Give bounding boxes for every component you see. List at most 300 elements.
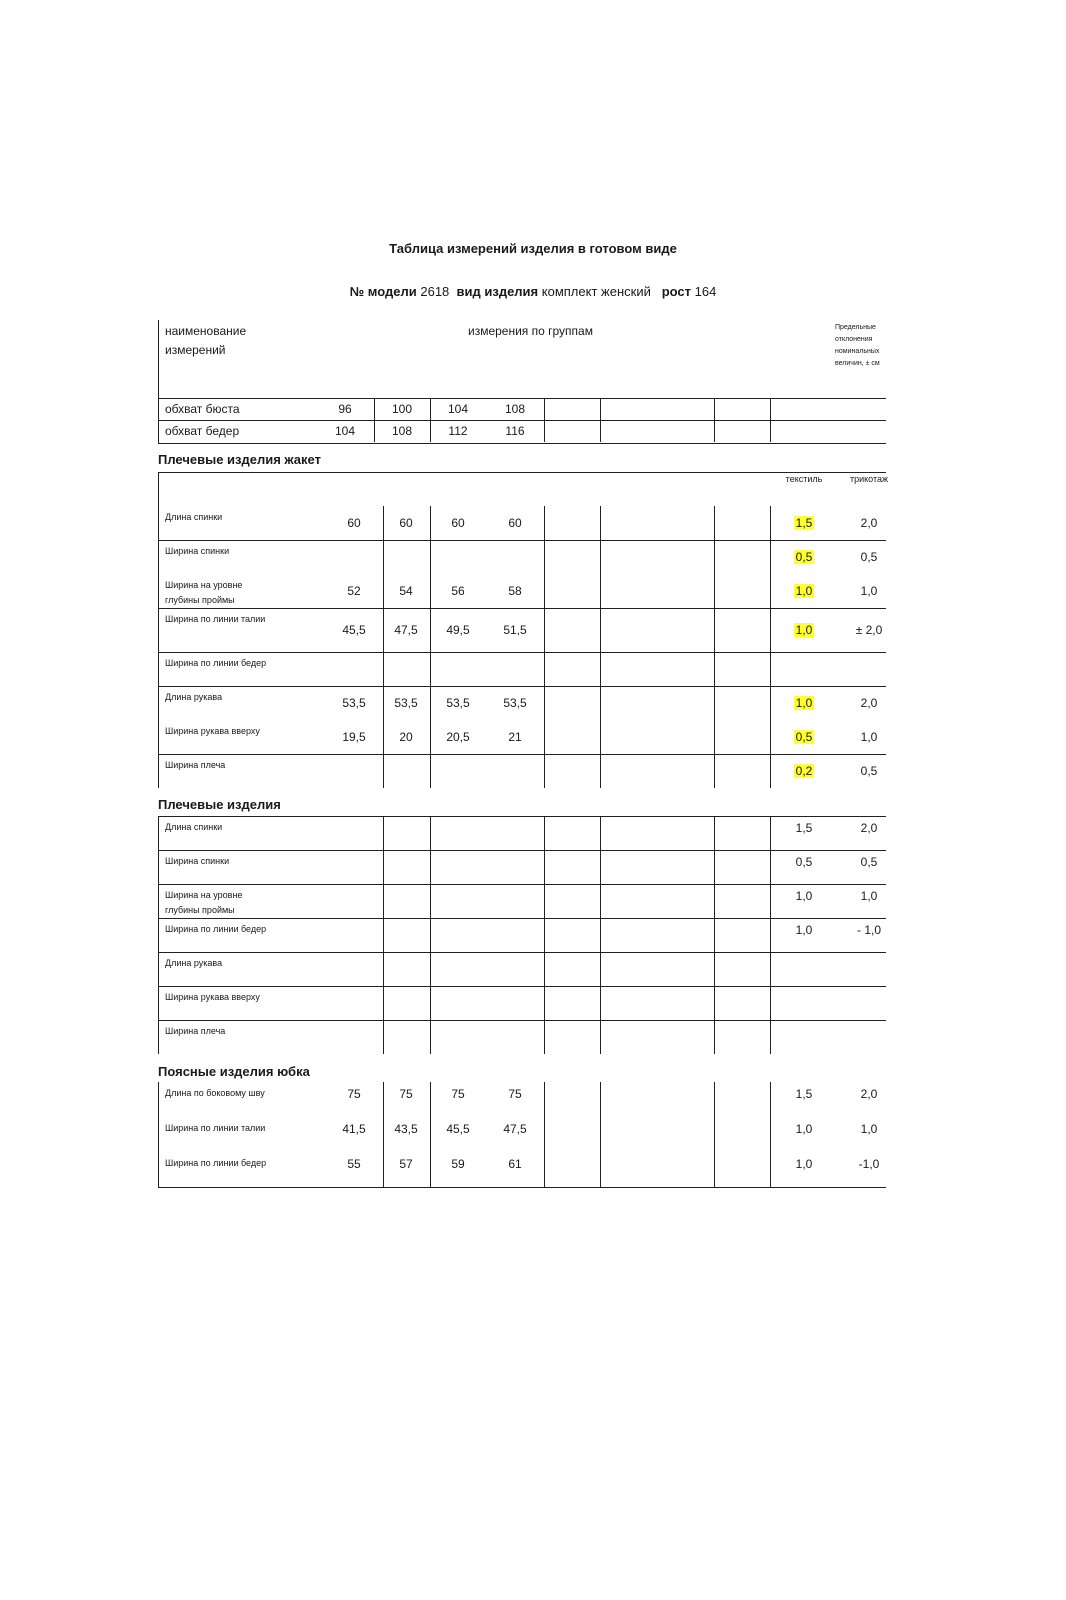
value-text: 1,0 [795,889,813,903]
grid-line [158,472,159,506]
value-text: 45,5 [446,1122,470,1136]
grid-line [770,1020,771,1054]
grid-line [770,1152,771,1187]
grid-line [430,506,431,540]
grid-line [383,884,384,918]
grid-line [158,1152,159,1187]
body-measure-label: обхват бюста [165,402,240,416]
value-text: 20,5 [446,730,470,744]
value-cell [774,986,834,1010]
grid-line [544,608,545,652]
grid-line [770,608,771,652]
value-cell [324,686,384,720]
value-cell [324,574,384,608]
value-cell [324,540,384,574]
grid-line [158,506,159,540]
body-measure-value: 112 [448,424,468,438]
skirt-row-label: Длина по боковому шву [165,1088,265,1098]
grid-line [158,754,886,755]
grid-line [158,952,886,953]
grid-line [383,574,384,608]
value-cell [428,754,488,788]
value-cell [839,506,899,540]
value-cell [839,686,899,720]
value-cell [428,574,488,608]
grid-line [770,816,771,850]
value-cell [839,540,899,574]
value-cell [485,574,545,608]
grid-line [383,720,384,754]
value-cell [428,720,488,754]
value-cell [324,1117,384,1141]
knit-header: трикотаж [849,474,889,484]
value-cell [774,816,834,840]
grid-line [544,398,545,420]
value-cell [428,686,488,720]
value-cell [428,608,488,652]
value-cell [428,652,488,686]
grid-line [383,986,384,1020]
grid-line [544,686,545,720]
value-text: 1,0 [795,623,813,637]
grid-line [158,986,159,1020]
grid-line [158,816,886,817]
value-text: 75 [451,1087,465,1101]
grid-line [383,686,384,720]
grid-line [770,918,771,952]
grid-line [158,608,159,652]
grid-line [158,1117,159,1152]
value-text: 75 [508,1087,522,1101]
jacket-table [158,472,889,788]
grid-line [714,652,715,686]
grid-line [430,986,431,1020]
grid-line [430,1152,431,1187]
grid-line [158,1020,159,1054]
grid-line [770,574,771,608]
value-text: 0,5 [860,855,878,869]
grid-line [544,506,545,540]
value-cell [774,850,834,874]
grid-line [158,540,159,574]
grid-line [544,720,545,754]
grid-line [430,540,431,574]
value-text: 21 [508,730,522,744]
grid-line [714,686,715,720]
grid-line [714,986,715,1020]
grid-line [544,884,545,918]
value-text: 61 [508,1157,522,1171]
value-text: 0,2 [795,764,813,778]
grid-line [383,754,384,788]
value-cell [324,1152,384,1176]
grid-line [430,652,431,686]
grid-line [600,574,601,608]
grid-line [383,1152,384,1187]
body-measure-value: 100 [391,402,413,416]
grid-line [158,754,159,788]
grid-line [770,420,771,442]
section-shoulder-title: Плечевые изделия [158,797,281,812]
value-text: 1,0 [860,584,878,598]
value-cell [839,574,899,608]
grid-line [158,472,886,473]
value-cell [774,506,834,540]
grid-line [600,608,601,652]
height-value: 164 [694,284,717,299]
height-label: рост [661,284,691,299]
grid-line [714,608,715,652]
shoulder-row-label: Ширина спинки [165,856,230,866]
grid-line [770,686,771,720]
grid-line [770,506,771,540]
grid-line [430,850,431,884]
grid-line [383,952,384,986]
grid-line [158,952,159,986]
value-text: 60 [399,516,413,530]
grid-line [714,952,715,986]
grid-line [544,540,545,574]
grid-line [158,720,159,754]
grid-line [600,986,601,1020]
grid-line [430,574,431,608]
value-cell [839,1020,899,1044]
grid-line [383,608,384,652]
grid-line [544,986,545,1020]
grid-line [714,918,715,952]
model-value: 2618 [420,284,450,299]
value-cell [376,1117,436,1141]
value-cell [774,608,834,652]
grid-line [544,652,545,686]
grid-line [430,918,431,952]
value-text: 2,0 [860,821,878,835]
grid-line [383,850,384,884]
grid-line [600,850,601,884]
value-text: -1,0 [858,1157,880,1171]
value-cell [324,1082,384,1106]
body-measure-value: 108 [504,402,526,416]
grid-line [600,420,601,442]
value-text: 52 [347,584,361,598]
value-text: 60 [508,516,522,530]
value-text: 49,5 [446,623,470,637]
shoulder-row-label: Длина рукава [165,958,223,968]
grid-line [600,816,601,850]
header-tolerance-col: Предельные отклонения номинальных величин, ± см [835,324,880,367]
grid-line [544,1152,545,1187]
value-cell [774,884,834,908]
value-cell [428,540,488,574]
value-cell [376,754,436,788]
grid-line [158,652,886,653]
value-cell [774,686,834,720]
grid-line [158,652,159,686]
grid-line [158,1187,886,1188]
grid-line [430,816,431,850]
jacket-row-label: Ширина на уровне глубины проймы [165,580,243,605]
grid-line [544,1082,545,1117]
grid-line [770,850,771,884]
value-cell [774,918,834,942]
grid-line [714,720,715,754]
value-cell [839,720,899,754]
grid-line [430,754,431,788]
grid-line [158,918,159,952]
grid-line [383,1020,384,1054]
value-text: 53,5 [446,696,470,710]
value-cell [839,608,899,652]
skirt-row-label: Ширина по линии талии [165,1123,266,1133]
grid-line [374,420,375,442]
grid-line [544,1020,545,1054]
grid-line [374,398,375,420]
grid-line [714,1020,715,1054]
value-cell [485,720,545,754]
jacket-row-label: Ширина плеча [165,760,226,770]
value-text: 54 [399,584,413,598]
value-cell [485,652,545,686]
body-measure-label: обхват бедер [165,424,240,438]
header-name-col: наименование измерений [165,324,247,357]
grid-line [600,506,601,540]
value-cell [839,952,899,976]
grid-line [158,850,886,851]
grid-line [600,1020,601,1054]
document-title: Таблица измерений изделия в готовом виде [389,241,677,256]
grid-line [430,884,431,918]
grid-line [714,540,715,574]
value-text: 1,0 [860,889,878,903]
body-measure-value: 116 [505,424,525,438]
value-cell [839,986,899,1010]
value-cell [839,652,899,686]
grid-line [714,1152,715,1187]
value-cell [376,686,436,720]
grid-line [600,884,601,918]
shoulder-table [158,816,886,1056]
grid-line [430,952,431,986]
value-cell [485,506,545,540]
grid-line [430,1082,431,1117]
value-cell [376,720,436,754]
grid-line [158,686,886,687]
grid-line [714,420,715,442]
value-cell [839,850,899,874]
value-text: 0,5 [860,764,878,778]
value-text: 1,0 [795,696,813,710]
grid-line [600,952,601,986]
grid-line [158,686,159,720]
grid-line [600,1117,601,1152]
value-cell [324,720,384,754]
body-measure-value: 104 [447,402,469,416]
grid-line [714,816,715,850]
grid-line [714,398,715,420]
grid-line [714,754,715,788]
grid-line [770,540,771,574]
grid-line [544,420,545,442]
value-cell [774,754,834,788]
value-cell [774,574,834,608]
value-cell [428,1117,488,1141]
body-measure-value: 96 [338,402,352,416]
grid-line [544,850,545,884]
grid-line [383,652,384,686]
value-text: 1,0 [795,923,813,937]
value-text: 20 [399,730,413,744]
section-skirt-title: Поясные изделия юбка [158,1064,310,1079]
grid-line [544,918,545,952]
grid-line [158,608,886,609]
grid-line [158,574,159,608]
grid-line [600,1082,601,1117]
grid-line [383,540,384,574]
value-cell [839,1152,899,1176]
value-cell [376,540,436,574]
value-text: 1,5 [795,1087,813,1101]
value-cell [839,754,899,788]
value-text: ± 2,0 [855,623,883,637]
value-cell [376,652,436,686]
grid-line [430,686,431,720]
shoulder-row-label: Ширина на уровне глубины проймы [165,890,243,915]
grid-line [770,754,771,788]
jacket-row-label: Длина рукава [165,692,223,702]
value-cell [839,884,899,908]
grid-line [714,1117,715,1152]
value-text: 41,5 [342,1122,366,1136]
value-text: 60 [347,516,361,530]
textile-header: текстиль [785,474,823,484]
value-text: 1,0 [795,1122,813,1136]
grid-line [600,652,601,686]
value-cell [774,720,834,754]
value-text: 2,0 [860,696,878,710]
value-cell [485,686,545,720]
value-text: 1,0 [860,1122,878,1136]
grid-line [158,816,159,850]
value-text: 47,5 [394,623,418,637]
header-groups-col: измерения по группам [468,324,593,338]
value-cell [485,754,545,788]
grid-line [544,952,545,986]
value-text: 1,0 [860,730,878,744]
grid-line [714,574,715,608]
value-cell [428,1152,488,1176]
jacket-row-label: Ширина по линии талии [165,614,266,624]
header-table [158,320,886,444]
value-text: 58 [508,584,522,598]
grid-line [430,1020,431,1054]
type-value: комплект женский [541,284,651,299]
value-cell [428,1082,488,1106]
value-cell [485,1117,545,1141]
value-text: 2,0 [860,1087,878,1101]
grid-line [158,918,886,919]
grid-line [158,540,886,541]
shoulder-row-label: Длина спинки [165,822,223,832]
value-cell [839,1082,899,1106]
value-text: 75 [347,1087,361,1101]
grid-line [770,652,771,686]
jacket-row-label: Длина спинки [165,512,223,522]
grid-line [430,608,431,652]
grid-line [158,1082,159,1117]
value-text: 1,5 [795,516,813,530]
grid-line [158,884,886,885]
value-text: 43,5 [394,1122,418,1136]
value-text: 53,5 [394,696,418,710]
grid-line [600,540,601,574]
value-cell [324,506,384,540]
grid-line [714,1082,715,1117]
value-cell [774,652,834,686]
grid-line [600,398,601,420]
jacket-row-label: Ширина спинки [165,546,230,556]
value-cell [774,1117,834,1141]
value-text: 57 [399,1157,413,1171]
grid-line [770,952,771,986]
grid-line [158,850,159,884]
grid-line [770,720,771,754]
grid-line [158,884,159,918]
grid-line [770,986,771,1020]
jacket-row-label: Ширина рукава вверху [165,726,260,736]
grid-line [600,686,601,720]
value-text: 1,0 [795,584,813,598]
grid-line [544,1117,545,1152]
grid-line [544,816,545,850]
value-text: 0,5 [795,730,813,744]
grid-line [770,1117,771,1152]
grid-line [158,1020,886,1021]
value-text: - 1,0 [856,923,881,937]
grid-line [430,720,431,754]
grid-line [770,398,771,420]
value-cell [376,574,436,608]
value-cell [839,918,899,942]
grid-line [714,506,715,540]
grid-line [714,850,715,884]
value-text: 53,5 [342,696,366,710]
section-jacket-title: Плечевые изделия жакет [158,452,321,467]
value-cell [774,952,834,976]
body-measure-value: 104 [334,424,356,438]
grid-line [430,398,431,420]
value-cell [376,1082,436,1106]
value-cell [324,608,384,652]
grid-line [430,1117,431,1152]
value-cell [376,608,436,652]
grid-line [770,884,771,918]
value-text: 2,0 [860,516,878,530]
value-text: 1,0 [795,1157,813,1171]
value-text: 19,5 [342,730,366,744]
type-label: вид изделия [456,284,539,299]
value-text: 47,5 [503,1122,527,1136]
jacket-row-label: Ширина по линии бедер [165,658,267,668]
value-cell [324,652,384,686]
value-cell [376,1152,436,1176]
grid-line [158,986,886,987]
grid-line [430,420,431,442]
value-cell [774,1152,834,1176]
skirt-row-label: Ширина по линии бедер [165,1158,267,1168]
grid-line [383,1117,384,1152]
value-cell [324,754,384,788]
shoulder-row-label: Ширина по линии бедер [165,924,267,934]
